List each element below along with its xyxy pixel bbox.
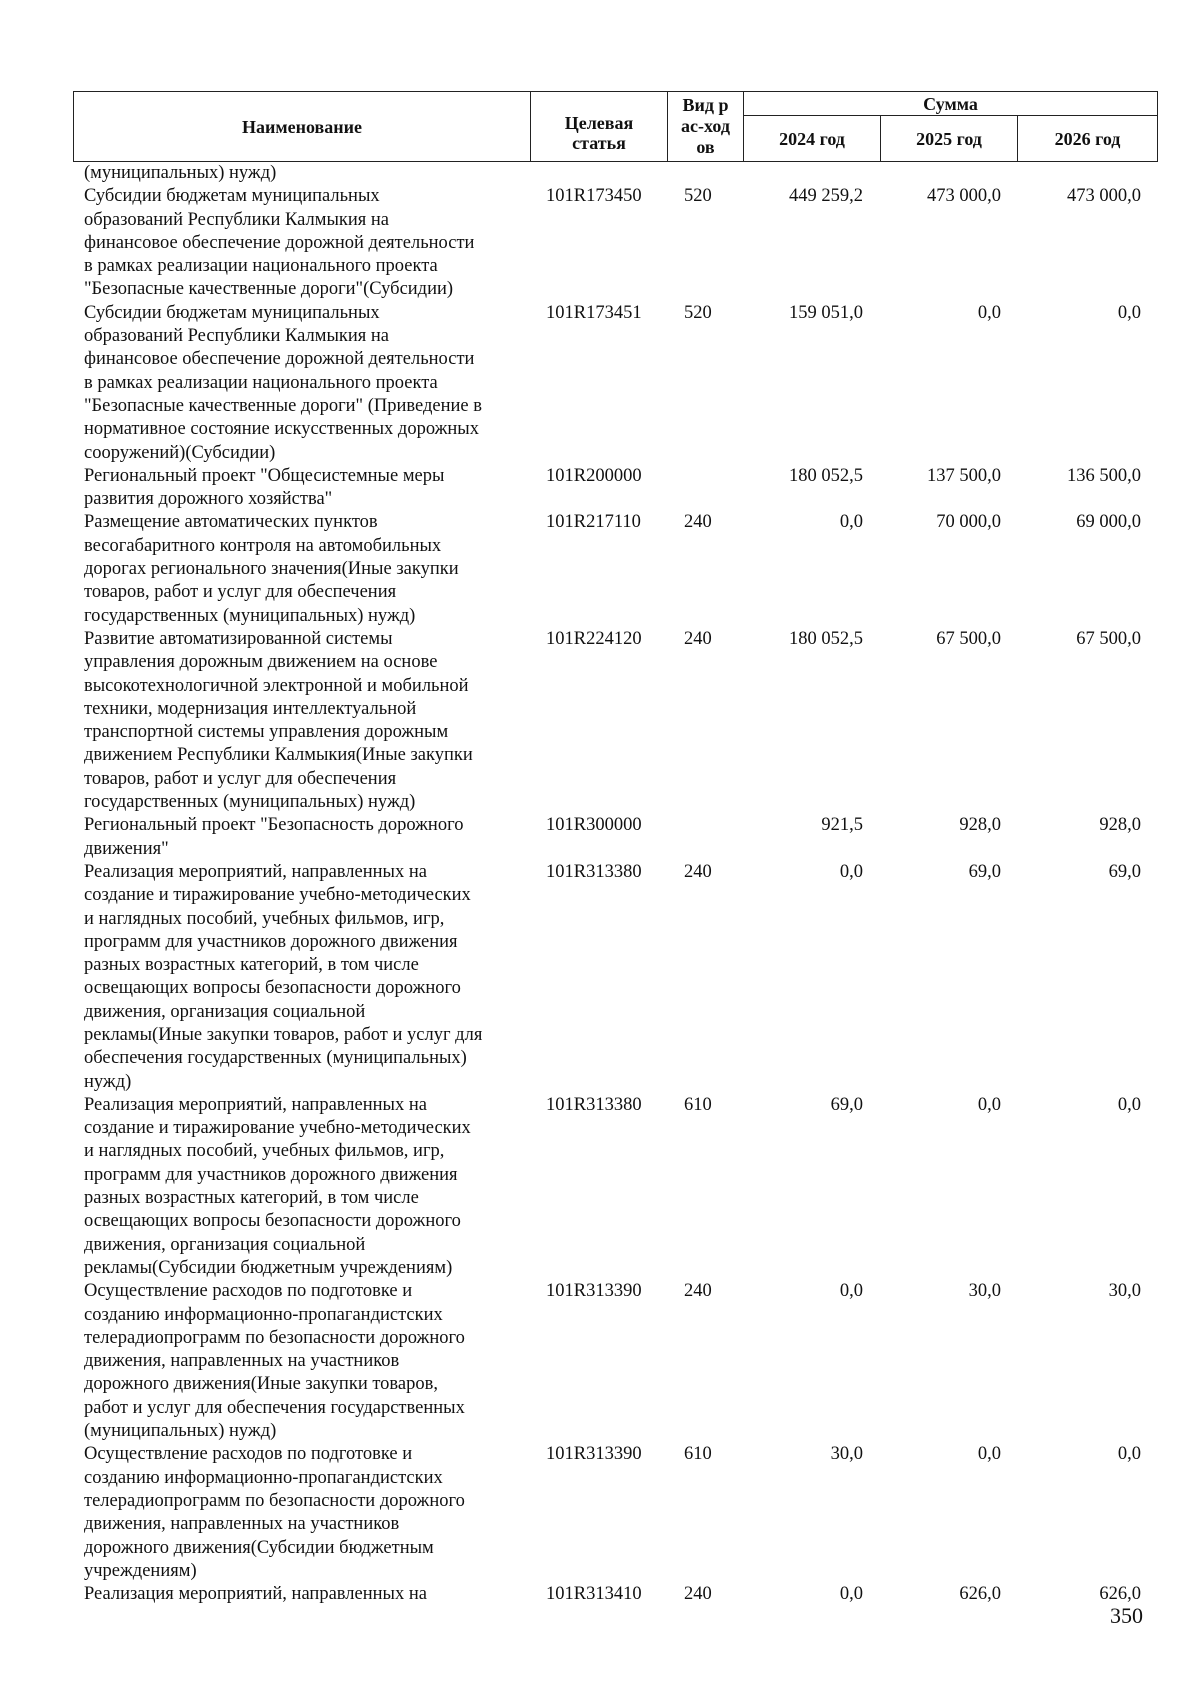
row-expense-type: 240 <box>684 1281 712 1302</box>
row-value-2024: 30,0 <box>830 1444 863 1465</box>
table-header <box>73 91 1158 162</box>
row-expense-type: 240 <box>684 512 712 533</box>
row-value-2025: 69,0 <box>968 861 1001 882</box>
row-value-2025: 0,0 <box>977 1444 1001 1465</box>
table-row <box>0 1094 1200 1280</box>
row-value-2024: 159 051,0 <box>789 302 863 323</box>
row-value-2025: 70 000,0 <box>936 512 1001 533</box>
header-name: Наименование <box>74 92 531 162</box>
row-code: 101R200000 <box>546 465 642 486</box>
row-value-2024: 0,0 <box>839 1584 863 1605</box>
row-value-2024: 0,0 <box>839 861 863 882</box>
row-expense-type: 610 <box>684 1094 712 1115</box>
header-2026: 2026 год <box>1018 116 1158 162</box>
row-value-2026: 473 000,0 <box>1067 186 1141 207</box>
row-value-2024: 69,0 <box>830 1094 863 1115</box>
row-name: Субсидии бюджетам муниципальных образований Республики Калмыкия на финансовое обеспечение дорожной деятельности в рамках реализации национального проекта "Безопасные качественные дороги" (Приведение в нормативное состояние искусственных дорожных сооружений)(Субсидии) <box>84 302 482 463</box>
table-body <box>0 162 1200 1606</box>
row-code: 101R313410 <box>546 1584 642 1605</box>
row-code: 101R313390 <box>546 1281 642 1302</box>
header-type: Вид рас-ходов <box>668 92 744 162</box>
row-value-2024: 0,0 <box>839 512 863 533</box>
row-name: Размещение автоматических пунктов весогабаритного контроля на автомобильных дорогах регионального значения(Иные закупки товаров, работ и услуг для обеспечения государственных (муниципальных) нужд) <box>84 512 459 626</box>
row-name: Реализация мероприятий, направленных на <box>84 1584 427 1605</box>
table-row <box>0 814 1200 861</box>
row-name: Региональный проект "Общесистемные меры развития дорожного хозяйства" <box>84 465 445 510</box>
row-code: 101R313380 <box>546 1094 642 1115</box>
row-value-2025: 0,0 <box>977 302 1001 323</box>
table-row <box>0 511 1200 627</box>
row-value-2024: 180 052,5 <box>789 465 863 486</box>
table-row <box>0 1583 1200 1606</box>
table-row <box>0 162 1200 185</box>
table-row <box>0 861 1200 1094</box>
row-code: 101R313390 <box>546 1444 642 1465</box>
row-value-2026: 30,0 <box>1108 1281 1141 1302</box>
table-row <box>0 302 1200 465</box>
row-value-2026: 928,0 <box>1099 815 1141 836</box>
row-name: Развитие автоматизированной системы управления дорожным движением на основе высокотехнологичной электронной и мобильной техники, модернизация интеллектуальной транспортной системы управления дорожным движением Республики Калмыкия(Иные закупки товаров, работ и услуг для обеспечения государственных (муниципальных) нужд) <box>84 628 473 813</box>
row-value-2025: 626,0 <box>959 1584 1001 1605</box>
row-name: (муниципальных) нужд) <box>84 163 277 183</box>
row-value-2026: 0,0 <box>1117 1444 1141 1465</box>
row-name: Реализация мероприятий, направленных на создание и тиражирование учебно-методических и наглядных пособий, учебных фильмов, игр, программ для участников дорожного движения разных возрастных категорий, в том числе освещающих вопросы безопасности дорожного движения, организация социальной рекламы(Субсидии бюджетным учреждениям) <box>84 1094 471 1278</box>
row-value-2026: 69 000,0 <box>1076 512 1141 533</box>
row-value-2026: 0,0 <box>1117 1094 1141 1115</box>
table-row <box>0 465 1200 512</box>
row-name: Осуществление расходов по подготовке и созданию информационно-пропагандистских телерадиопрограмм по безопасности дорожного движения, направленных на участников дорожного движения(Иные закупки товаров, работ и услуг для обеспечения государственных (муниципальных) нужд) <box>84 1281 465 1442</box>
row-value-2025: 0,0 <box>977 1094 1001 1115</box>
table-row <box>0 1443 1200 1583</box>
row-name: Осуществление расходов по подготовке и созданию информационно-пропагандистских телерадиопрограмм по безопасности дорожного движения, направленных на участников дорожного движения(Субсидии бюджетным учреждениям) <box>84 1444 465 1581</box>
row-value-2026: 69,0 <box>1108 861 1141 882</box>
row-expense-type: 610 <box>684 1444 712 1465</box>
row-expense-type: 240 <box>684 628 712 649</box>
row-code: 101R224120 <box>546 628 642 649</box>
page-number: 350 <box>1110 1603 1143 1628</box>
row-value-2024: 449 259,2 <box>789 186 863 207</box>
row-expense-type: 240 <box>684 1584 712 1605</box>
row-value-2026: 0,0 <box>1117 302 1141 323</box>
row-expense-type: 240 <box>684 861 712 882</box>
row-value-2024: 0,0 <box>839 1281 863 1302</box>
row-code: 101R300000 <box>546 815 642 836</box>
table-row <box>0 185 1200 301</box>
row-name: Реализация мероприятий, направленных на создание и тиражирование учебно-методических и наглядных пособий, учебных фильмов, игр, программ для участников дорожного движения разных возрастных категорий, в том числе освещающих вопросы безопасности дорожного движения, организация социальной рекламы(Иные закупки товаров, работ и услуг для обеспечения государственных (муниципальных) нужд) <box>84 861 483 1092</box>
table-row <box>0 628 1200 814</box>
row-code: 101R173450 <box>546 186 642 207</box>
row-expense-type: 520 <box>684 302 712 323</box>
row-code: 101R173451 <box>546 302 642 323</box>
header-code: Целевая статья <box>531 92 668 162</box>
row-expense-type: 520 <box>684 186 712 207</box>
header-2024: 2024 год <box>744 116 881 162</box>
header-sum: Сумма <box>744 92 1158 116</box>
row-value-2024: 921,5 <box>821 815 863 836</box>
row-value-2025: 473 000,0 <box>927 186 1001 207</box>
header-2025: 2025 год <box>881 116 1018 162</box>
row-value-2024: 180 052,5 <box>789 628 863 649</box>
row-name: Субсидии бюджетам муниципальных образований Республики Калмыкия на финансовое обеспечение дорожной деятельности в рамках реализации национального проекта "Безопасные качественные дороги"(Субсидии) <box>84 186 475 300</box>
row-value-2026: 136 500,0 <box>1067 465 1141 486</box>
row-code: 101R313380 <box>546 861 642 882</box>
row-value-2025: 928,0 <box>959 815 1001 836</box>
row-value-2025: 137 500,0 <box>927 465 1001 486</box>
row-value-2026: 67 500,0 <box>1076 628 1141 649</box>
row-value-2026: 626,0 <box>1099 1584 1141 1605</box>
row-code: 101R217110 <box>546 512 641 533</box>
row-value-2025: 67 500,0 <box>936 628 1001 649</box>
row-name: Региональный проект "Безопасность дорожного движения" <box>84 815 464 859</box>
table-row <box>0 1280 1200 1443</box>
row-value-2025: 30,0 <box>968 1281 1001 1302</box>
